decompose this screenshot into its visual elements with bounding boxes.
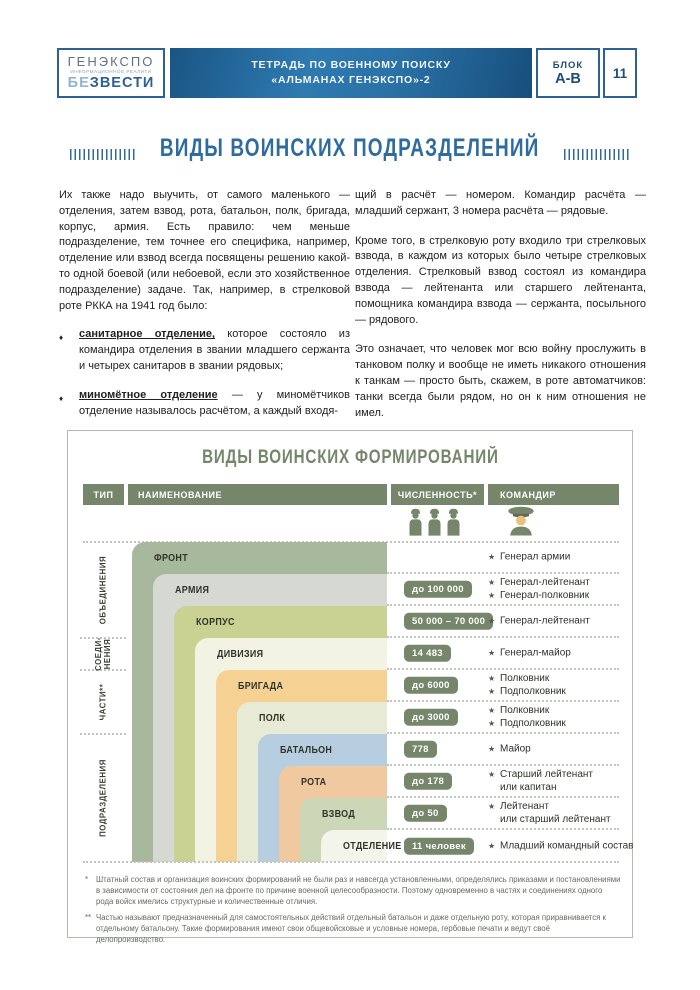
bar-label: ОТДЕЛЕНИЕ [343,840,402,852]
column-header-name: НАИМЕНОВАНИЕ [128,484,387,505]
group-label-line: СОЕДИ- [93,637,103,671]
table-row [387,702,619,734]
star-icon: ★ [488,770,496,779]
commander-name: Генерал-лейтенант [500,577,590,588]
strength-badge: 50 000 – 70 000 [404,613,493,630]
footnote-marker: * [85,875,89,884]
banner-line2: «АЛЬМАНАХ ГЕНЭКСПО»-2 [271,74,431,86]
column-header-type: ТИП [83,484,124,505]
infographic-title: ВИДЫ ВОИНСКИХ ФОРМИРОВАНИЙ [201,447,499,468]
soldier-icon [446,507,461,537]
bar-label: ПОЛК [259,712,286,724]
commander-name: Подполковник [500,718,566,729]
block-value: А-В [555,70,581,87]
commander-line [488,589,590,602]
commander-line [488,615,590,628]
strength-badge: 14 483 [404,645,451,662]
star-icon: ★ [488,578,496,587]
star-icon: ★ [488,552,496,562]
soldier-icon [408,507,423,537]
star-icon: ★ [488,648,496,658]
page-title: ВИДЫ ВОИНСКИХ ПОДРАЗДЕЛЕНИЙ [160,134,540,162]
footnote-text: Частью называют предназначенный для самостоятельных действий отдельный батальон и даже отдельную роту, которая приравнивается к отдельному батальону. Такие формирования имеют свои общевойсковые и условные номера, гербовые печати и ведут своё делопроизводство. [96,913,606,944]
commander-line [488,551,570,564]
commander-name: Майор [500,743,531,755]
commander-cell [488,551,570,564]
table-row [387,638,619,670]
commander-cell [488,672,566,698]
bar-label: ВЗВОД [322,808,356,820]
list-item [59,327,350,374]
soldier-icon [427,507,442,537]
star-icon: ★ [488,744,496,754]
strength-badge: 11 человек [404,838,474,855]
commander-name: Генерал-лейтенант [500,615,590,627]
group-label-chasti: ЧАСТИ** [97,683,108,721]
bar-label: ДИВИЗИЯ [217,648,264,660]
commander-line [488,717,566,730]
strength-badge: 778 [404,741,437,758]
group-label-line: НЕНИЯ [102,638,112,670]
logo-bezvesti [68,75,155,91]
commander-name: Полковник [500,705,550,716]
logo-title: ГЕНЭКСПО [67,54,155,69]
star-icon: ★ [488,719,496,728]
commander-name: Генерал-майор [500,647,571,659]
strength-badge: до 3000 [404,709,458,726]
commander-line [488,840,633,853]
logo-bezvesti-light: БЕ [67,75,90,91]
commander-name: Лейтенант [500,801,549,812]
star-icon: ★ [488,706,496,715]
paragraph: Кроме того, в стрелковую роту входило три стрелковых взвода, в каждом из которых было четыре стрелковых отделения. Стрелковый взвод состоял из командира взвода — лейтенанта или старшего лейтенанта, помощника командира взвода — сержанта, посыльного — рядового. [355,234,646,326]
commander-name: Младший командный состав [500,840,634,852]
table-row [387,734,619,766]
commander-cell [488,615,590,628]
block-label: БЛОК [552,59,584,71]
commander-line [488,685,566,698]
bullet-text [79,327,350,374]
table-row [387,670,619,702]
bullet-lead: санитарное отделение, [79,328,216,341]
bullet-text [79,388,350,420]
star-icon: ★ [488,802,496,811]
dotted-rule-bottom [83,861,619,863]
commander-cell [488,840,633,853]
bar-otdelenie [321,830,402,862]
footnote-marker: ** [85,913,92,923]
table-row [387,766,619,798]
commander-line [488,743,531,756]
commander-name: или старший лейтенант [500,814,611,825]
bullet-list [59,327,350,419]
bullet-icon: ♦ [59,333,64,343]
footnote [81,875,621,907]
commander-name: или капитан [500,782,557,793]
logo-bezvesti-dark: ЗВЕСТИ [89,75,155,91]
bullet-lead: миномётное отделение [79,388,218,401]
commander-line [488,800,611,813]
block-box [536,48,600,98]
footnotes [81,875,621,952]
bar-label: РОТА [301,776,327,788]
bar-label: БРИГАДА [238,680,284,692]
table-row [387,574,619,606]
officer-icon [505,505,537,541]
group-label-soedineniya [94,637,112,671]
commander-cell [488,576,590,602]
bullet-icon: ♦ [59,393,64,403]
group-label-podrazdeleniya: ПОДРАЗДЕЛЕНИЯ [97,759,108,837]
bar-label: ФРОНТ [154,552,188,564]
paragraph: Их также надо выучить, от самого маленького — отделения, затем взвод, рота, батальон, полк, бригада, корпус, армия. Есть правило: чем меньше подразделение, тем точнее его специфика, например, отделение или взвод всегда посвящены решению какой-то одной боевой (или небоевой, если это хозяйственное подразделение) задаче. Так, например, в стрелковой роте РККА на 1941 год было: [59,189,350,312]
footnote [81,913,621,945]
commander-name: Подполковник [500,686,566,697]
commander-cell [488,768,593,794]
commander-line [488,781,593,794]
star-icon: ★ [488,591,496,600]
header-banner [170,48,532,98]
infographic-box [67,430,634,944]
article-right-column [355,188,646,421]
group-label-obedineniya: ОБЪЕДИНЕНИЯ [97,555,108,625]
bar-label: АРМИЯ [175,584,210,596]
banner-line1: ТЕТРАДЬ ПО ВОЕННОМУ ПОИСКУ [251,59,451,71]
strength-badge: до 6000 [404,677,458,694]
commander-name: Полковник [500,673,550,684]
star-icon: ★ [488,616,496,626]
table-row [387,798,619,830]
column-header-commander: КОМАНДИР [488,484,619,505]
commander-line [488,704,566,717]
paragraph: щий в расчёт — номером. Командир расчёта — младший сержант, 3 номера расчёта — рядовые. [355,189,646,217]
page-number: 11 [603,48,637,98]
infographic-title-wrap [68,447,632,469]
commander-line [488,647,571,660]
commander-cell [488,647,571,660]
commander-name: Старший лейтенант [500,769,593,780]
bullet-rest: — у миномётчиков отделение называлось расчётом, а каждый входя- [79,388,351,417]
table-row [387,542,619,574]
commander-line [488,813,611,826]
group-divider [80,733,126,735]
commander-cell [488,704,566,730]
article-left-column [59,188,350,419]
commander-cell [488,743,531,756]
bar-label: БАТАЛЬОН [280,744,333,756]
commander-name: Генерал-полковник [500,590,590,601]
commander-line [488,576,590,589]
commander-cell [488,800,611,826]
barcode-decoration-right [564,149,630,160]
commander-line [488,672,566,685]
column-header-strength: ЧИСЛЕННОСТЬ* [391,484,484,505]
genexpo-logo [57,48,165,98]
star-icon: ★ [488,841,496,851]
commander-line [488,768,593,781]
bar-label: КОРПУС [196,616,235,628]
star-icon: ★ [488,674,496,683]
table-row [387,830,634,862]
soldiers-icon [404,507,464,537]
strength-badge: до 50 [404,805,447,822]
footnote-text: Штатный состав и организация воинских формирований не были раз и навсегда установленными, определялись приказами и постановлениями в зависимости от состояния дел на фронте по причине военной целесообразности. Поэтому одновременно в частях и соединениях одного рода войск имелись структурные и количественные отличия. [96,875,621,906]
star-icon: ★ [488,687,496,696]
paragraph: Это означает, что человек мог всю войну прослужить в танковом полку и вообще не иметь никакого отношения к танкам — просто быть, скажем, в роте автоматчиков: танки всегда были рядом, но он к ним отношения не имел. [355,343,646,419]
strength-badge: до 100 000 [404,581,472,598]
strength-badge: до 178 [404,773,452,790]
list-item [59,388,350,420]
commander-name: Генерал армии [500,551,571,563]
table-row [387,606,619,638]
bullet-rest: которое состояло из командира отделения в звании младшего сержанта и четырех санитаров в звании рядовых; [79,328,350,372]
logo-tagline: ИНФОРМАЦИОННОЕ РЕАЛИТИ [70,69,152,74]
